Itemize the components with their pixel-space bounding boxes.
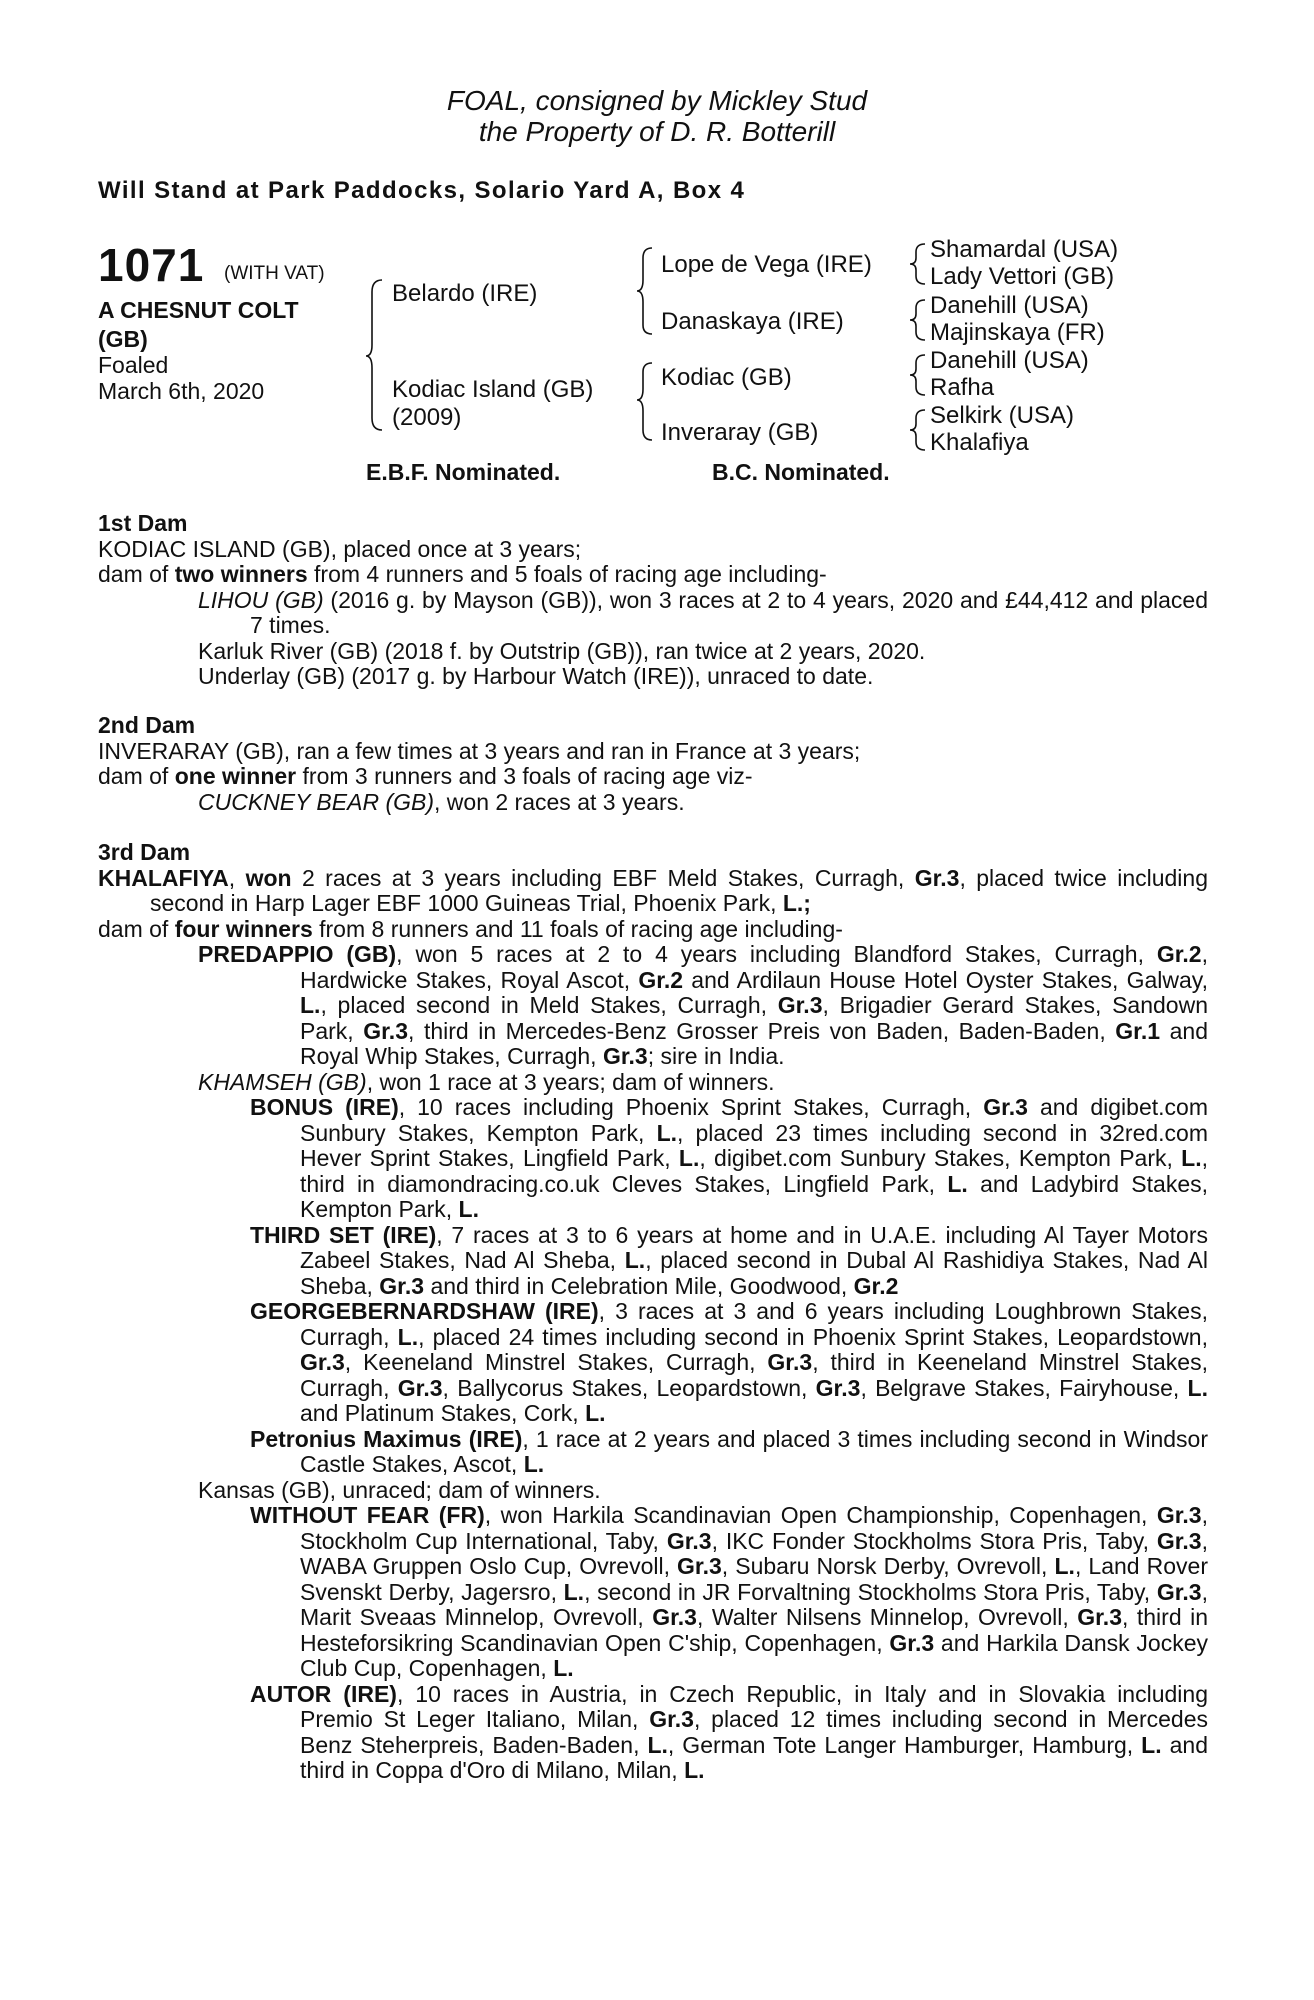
lot-number: 1071	[98, 239, 205, 291]
produce-cuckney-bear: CUCKNEY BEAR (GB), won 2 races at 3 years.	[198, 788, 685, 815]
g3-2: Lady Vettori (GB)	[930, 263, 1115, 290]
brace-dam	[637, 363, 652, 440]
consignor-line-1: FOAL, consigned by Mickley Stud	[446, 85, 868, 116]
third-dam-produce-summary: dam of four winners from 8 runners and 11 foals of racing age including-	[98, 915, 843, 942]
first-dam-produce-summary: dam of two winners from 4 runners and 5 foals of racing age including-	[98, 561, 827, 587]
brace-sire	[637, 248, 652, 334]
stand-location: Will Stand at Park Paddocks, Solario Yard A, Box 4	[98, 177, 746, 204]
g3-1: Shamardal (USA)	[930, 236, 1119, 263]
produce-karluk-river: Karluk River (GB) (2018 f. by Outstrip (GB)), ran twice at 2 years, 2020.	[198, 637, 926, 664]
g3-6: Rafha	[930, 374, 995, 401]
produce-khamseh: KHAMSEH (GB), won 1 race at 3 years; dam of winners.	[198, 1068, 775, 1095]
dam-name: Kodiac Island (GB)	[392, 376, 594, 403]
second-dam-heading: 2nd Dam	[98, 712, 196, 738]
foaled-date: March 6th, 2020	[98, 378, 265, 404]
horse-description-line1: A CHESNUT COLT	[98, 297, 299, 323]
g3-3: Danehill (USA)	[930, 292, 1089, 319]
produce-petronius-maximus: Petronius Maximus (IRE), 1 race at 2 years and placed 3 times including second in Windsor Castle Stakes, Ascot, L.	[250, 1425, 1209, 1477]
produce-bonus: BONUS (IRE), 10 races including Phoenix Sprint Stakes, Curragh, Gr.3 and digibet.com Sunbury Stakes, Kempton Park, L., placed 23 times including second in 32red.com Hever Sprint Stakes, Lingfield Park, L., digibet.com Sunbury Stakes, Kempton Park, L., third in diamondracing.co.uk Cleves Stakes, Lingfield Park, L. and Ladybird Stakes, Kempton Park, L.	[250, 1094, 1209, 1222]
sire-name: Belardo (IRE)	[392, 280, 538, 307]
second-dam-line: INVERARAY (GB), ran a few times at 3 years and ran in France at 3 years;	[98, 737, 861, 764]
produce-kansas: Kansas (GB), unraced; dam of winners.	[198, 1476, 601, 1503]
second-dam-section	[98, 713, 1208, 815]
vat-label: (WITH VAT)	[224, 263, 325, 284]
produce-georgebernardshaw: GEORGEBERNARDSHAW (IRE), 3 races at 3 and 6 years including Loughbrown Stakes, Curragh, L., placed 24 times including second in Phoenix Sprint Stakes, Leopardstown, Gr.3, Keeneland Minstrel Stakes, Curragh, Gr.3, third in Keeneland Minstrel Stakes, Curragh, Gr.3, Ballycorus Stakes, Leopardstown, Gr.3, Belgrave Stakes, Fairyhouse, L. and Platinum Stakes, Cork, L.	[250, 1298, 1208, 1426]
third-dam-section	[98, 840, 1208, 1784]
first-dam-line: KODIAC ISLAND (GB), placed once at 3 years;	[98, 535, 582, 562]
first-dam-heading: 1st Dam	[98, 510, 188, 536]
produce-lihou: LIHOU (GB) (2016 g. by Mayson (GB)), won 3 races at 2 to 4 years, 2020 and £44,412 and placed 7 times.	[198, 586, 1208, 638]
brace-g3-1	[910, 244, 925, 284]
horse-description-line2: (GB)	[98, 326, 148, 352]
produce-without-fear: WITHOUT FEAR (FR), won Harkila Scandinavian Open Championship, Copenhagen, Gr.3, Stockholm Cup International, Taby, Gr.3, IKC Fonder Stockholms Stora Pris, Taby, Gr.3, WABA Gruppen Oslo Cup, Ovrevoll, Gr.3, Subaru Norsk Derby, Ovrevoll, L., Land Rover Svenskt Derby, Jagersro, L., second in JR Forvaltning Stockholms Stora Pris, Taby, Gr.3, Marit Sveaas Minnelop, Ovrevoll, Gr.3, Walter Nilsens Minnelop, Ovrevoll, Gr.3, third in Hesteforsikring Scandinavian Open C'ship, Copenhagen, Gr.3 and Harkila Dansk Jockey Club Cup, Copenhagen, L.	[250, 1502, 1208, 1681]
produce-autor: AUTOR (IRE), 10 races in Austria, in Czech Republic, in Italy and in Slovakia including Premio St Leger Italiano, Milan, Gr.3, placed 12 times including second in Mercedes Benz Steherpreis, Baden-Baden, L., German Tote Langer Hamburger, Hamburg, L. and third in Coppa d'Oro di Milano, Milan, L.	[250, 1680, 1208, 1783]
sire-sire: Lope de Vega (IRE)	[661, 251, 872, 278]
first-dam-section	[98, 511, 1208, 690]
dam-year: (2009)	[392, 404, 462, 431]
second-dam-produce-summary: dam of one winner from 3 runners and 3 foals of racing age viz-	[98, 763, 753, 789]
bc-nominated: B.C. Nominated.	[712, 459, 890, 485]
ebf-nominated: E.B.F. Nominated.	[366, 459, 561, 485]
produce-predappio: PREDAPPIO (GB), won 5 races at 2 to 4 years including Blandford Stakes, Curragh, Gr.2, Hardwicke Stakes, Royal Ascot, Gr.2 and Ardilaun House Hotel Oyster Stakes, Galway, L., placed second in Meld Stakes, Curragh, Gr.3, Brigadier Gerard Stakes, Sandown Park, Gr.3, third in Mercedes-Benz Grosser Preis von Baden, Baden-Baden, Gr.1 and Royal Whip Stakes, Curragh, Gr.3; sire in India.	[198, 941, 1208, 1069]
g3-4: Majinskaya (FR)	[930, 319, 1105, 346]
foaled-label: Foaled	[98, 352, 169, 378]
third-dam-heading: 3rd Dam	[98, 839, 191, 865]
dam-dam: Inveraray (GB)	[661, 419, 819, 446]
khalafiya-record: KHALAFIYA, won 2 races at 3 years including EBF Meld Stakes, Curragh, Gr.3, placed twice including second in Harp Lager EBF 1000 Guineas Trial, Phoenix Park, L.;	[98, 864, 1208, 916]
g3-5: Danehill (USA)	[930, 347, 1089, 374]
consignor-line-2: the Property of D. R. Botterill	[478, 116, 836, 147]
sire-dam: Danaskaya (IRE)	[661, 308, 844, 335]
produce-underlay: Underlay (GB) (2017 g. by Harbour Watch (IRE)), unraced to date.	[198, 663, 874, 689]
dam-sire: Kodiac (GB)	[661, 364, 792, 391]
g3-7: Selkirk (USA)	[930, 402, 1075, 429]
brace-main	[366, 280, 382, 430]
brace-g3-4	[910, 410, 925, 450]
brace-g3-3	[910, 355, 925, 395]
g3-8: Khalafiya	[930, 429, 1029, 456]
produce-third-set: THIRD SET (IRE), 7 races at 3 to 6 years at home and in U.A.E. including Al Tayer Motors Zabeel Stakes, Nad Al Sheba, L., placed second in Dubal Al Rashidiya Stakes, Nad Al Sheba, Gr.3 and third in Celebration Mile, Goodwood, Gr.2	[250, 1221, 1208, 1299]
brace-g3-2	[910, 300, 925, 340]
